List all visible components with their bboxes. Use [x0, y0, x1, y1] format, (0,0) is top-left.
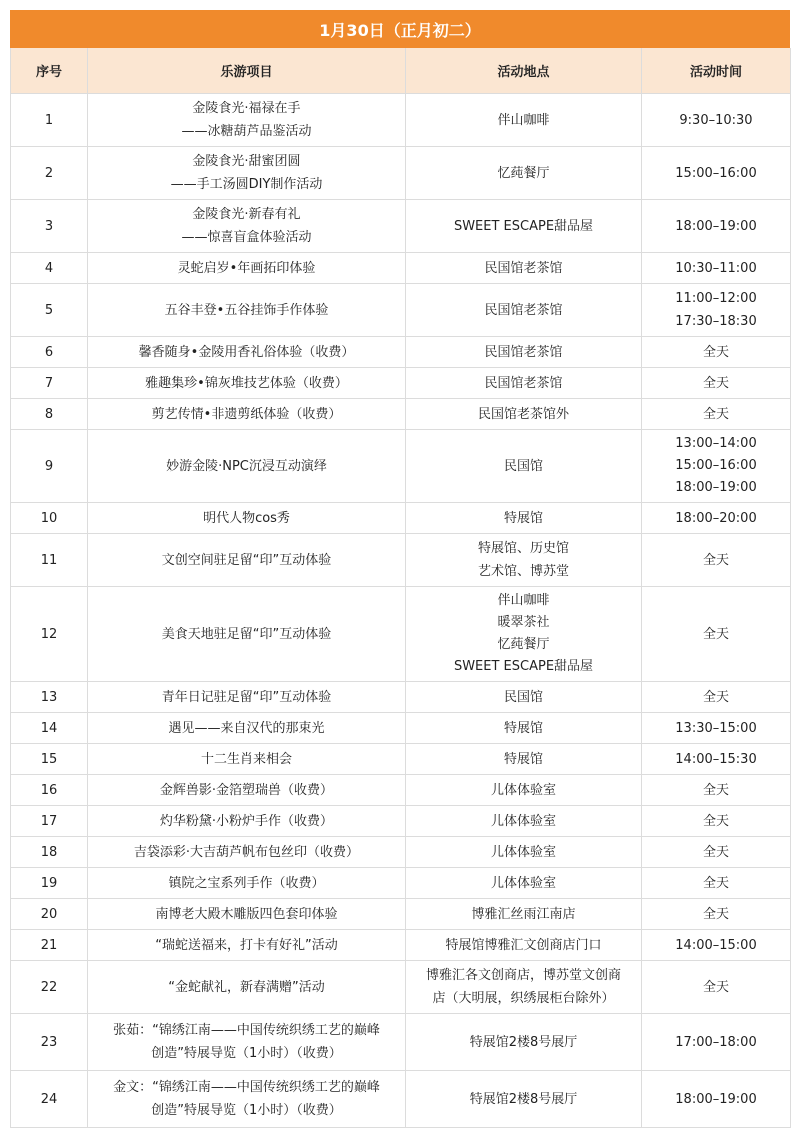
cell-place-line: 忆莼餐厅 [497, 637, 550, 652]
cell-time-line: 13:00–14:00 [675, 436, 757, 451]
cell-project [88, 961, 406, 1014]
cell-no: 22 [11, 961, 88, 1014]
table-row [11, 713, 791, 744]
cell-time-line: 全天 [702, 844, 729, 860]
cell-no: 14 [11, 713, 88, 744]
cell-time-line: 全天 [702, 626, 729, 642]
cell-time [642, 534, 791, 587]
cell-no: 17 [11, 806, 88, 837]
cell-no: 15 [11, 744, 88, 775]
cell-time [642, 713, 791, 744]
cell-no: 24 [11, 1071, 88, 1128]
cell-place [406, 899, 642, 930]
cell-project-line: 明代人物cos秀 [203, 510, 290, 526]
cell-time [642, 682, 791, 713]
cell-time-line: 18:00–19:00 [675, 1091, 757, 1107]
table-row [11, 899, 791, 930]
cell-no: 8 [11, 399, 88, 430]
cell-no: 13 [11, 682, 88, 713]
cell-project [88, 899, 406, 930]
cell-project-line: 文创空间驻足留“印”互动体验 [161, 552, 332, 568]
cell-time [642, 744, 791, 775]
table-row [11, 806, 791, 837]
cell-project-line: 剪艺传情•非遗剪纸体验（收费） [151, 406, 342, 422]
cell-project [88, 713, 406, 744]
cell-place [406, 1071, 642, 1128]
cell-time [642, 94, 791, 147]
table-row [11, 200, 791, 253]
cell-no: 18 [11, 837, 88, 868]
cell-place [406, 713, 642, 744]
cell-place-line: 艺术馆、博苏堂 [477, 564, 569, 579]
header-project: 乐游项目 [88, 48, 406, 94]
cell-project [88, 430, 406, 503]
cell-project [88, 534, 406, 587]
cell-place-line: 特展馆2楼8号展厅 [469, 1091, 578, 1107]
cell-place-line: 民国馆老茶馆 [484, 302, 563, 318]
cell-time [642, 1014, 791, 1071]
cell-no: 23 [11, 1014, 88, 1071]
header-time: 活动时间 [642, 48, 791, 94]
cell-project [88, 503, 406, 534]
cell-place [406, 200, 642, 253]
cell-place [406, 806, 642, 837]
cell-place [406, 868, 642, 899]
cell-place-line: 店（大明展，织绣展柜台除外） [432, 991, 615, 1006]
table-row [11, 587, 791, 682]
schedule-container [10, 10, 790, 1128]
table-row [11, 868, 791, 899]
cell-place [406, 337, 642, 368]
cell-place [406, 399, 642, 430]
cell-place-line: 特展馆 [503, 751, 543, 767]
cell-time-line: 全天 [702, 979, 729, 995]
cell-time-line: 全天 [702, 344, 729, 360]
cell-time [642, 368, 791, 399]
cell-project-line: 灵蛇启岁•年画拓印体验 [177, 260, 316, 276]
cell-project [88, 253, 406, 284]
table-row [11, 1071, 791, 1128]
cell-place [406, 430, 642, 503]
cell-no: 19 [11, 868, 88, 899]
schedule-title: 1月30日（正月初二） [10, 10, 790, 48]
cell-place-line: SWEET ESCAPE甜品屋 [453, 218, 594, 234]
cell-time-line: 18:00–19:00 [675, 480, 757, 495]
cell-time-line: 14:00–15:30 [675, 751, 757, 767]
cell-place [406, 961, 642, 1014]
cell-time [642, 587, 791, 682]
schedule-table [10, 48, 791, 1128]
cell-time [642, 503, 791, 534]
cell-time-line: 18:00–19:00 [675, 218, 757, 234]
cell-time-line: 全天 [702, 406, 729, 422]
cell-place [406, 682, 642, 713]
cell-place-line: 民国馆 [503, 458, 543, 474]
cell-project-line: 吉袋添彩·大吉葫芦帆布包丝印（收费） [133, 844, 360, 860]
cell-project-line: 遇见——来自汉代的那束光 [168, 720, 325, 736]
cell-no: 5 [11, 284, 88, 337]
cell-project-line: 创造”特展导览（1小时）（收费） [151, 1103, 342, 1118]
cell-place [406, 930, 642, 961]
cell-project-line: 金辉兽影·金箔塑瑞兽（收费） [159, 782, 334, 798]
cell-no: 3 [11, 200, 88, 253]
cell-time [642, 337, 791, 368]
cell-project-line: ——惊喜盲盒体验活动 [181, 230, 312, 245]
cell-time-line: 14:00–15:00 [675, 937, 757, 953]
cell-place-line: 博雅汇丝雨江南店 [471, 906, 576, 922]
cell-time-line: 17:30–18:30 [675, 314, 757, 329]
cell-time-line: 全天 [702, 782, 729, 798]
cell-time-line: 全天 [702, 689, 729, 705]
table-row [11, 253, 791, 284]
cell-project-line: “金蛇献礼，新春满赠”活动 [168, 979, 325, 995]
cell-project-line: 妙游金陵·NPC沉浸互动演绎 [166, 458, 327, 474]
cell-project [88, 94, 406, 147]
cell-place-line: 民国馆 [503, 689, 543, 705]
cell-project [88, 1014, 406, 1071]
table-row [11, 961, 791, 1014]
cell-place-line: 儿体体验室 [490, 782, 556, 798]
cell-project-line: 青年日记驻足留“印”互动体验 [161, 689, 332, 705]
cell-place [406, 1014, 642, 1071]
table-row [11, 534, 791, 587]
cell-time [642, 961, 791, 1014]
cell-project-line: 金文：“锦绣江南——中国传统织绣工艺的巅峰 [113, 1080, 380, 1095]
table-row [11, 337, 791, 368]
cell-place [406, 503, 642, 534]
cell-place [406, 775, 642, 806]
cell-project-line: 五谷丰登•五谷挂饰手作体验 [164, 302, 329, 318]
cell-place-line: 伴山咖啡 [497, 593, 550, 608]
table-row [11, 930, 791, 961]
cell-no: 12 [11, 587, 88, 682]
cell-project [88, 837, 406, 868]
cell-place-line: 特展馆2楼8号展厅 [469, 1034, 578, 1050]
cell-time-line: 全天 [702, 906, 729, 922]
cell-place-line: 忆莼餐厅 [497, 165, 550, 181]
cell-project-line: 张茹：“锦绣江南——中国传统织绣工艺的巅峰 [113, 1023, 380, 1038]
cell-time [642, 284, 791, 337]
cell-project [88, 200, 406, 253]
cell-place-line: 暖翠茶社 [497, 615, 550, 630]
table-row [11, 503, 791, 534]
cell-project-line: 金陵食光·甜蜜团圆 [192, 154, 301, 169]
cell-time-line: 全天 [702, 813, 729, 829]
cell-project-line: “瑞蛇送福来，打卡有好礼”活动 [155, 937, 338, 953]
cell-place-line: 特展馆 [503, 720, 543, 736]
cell-place-line: 儿体体验室 [490, 813, 556, 829]
table-row [11, 1014, 791, 1071]
cell-time [642, 930, 791, 961]
header-place: 活动地点 [406, 48, 642, 94]
cell-time [642, 775, 791, 806]
cell-time [642, 200, 791, 253]
cell-project-line: 十二生肖来相会 [200, 751, 292, 767]
cell-time-line: 15:00–16:00 [675, 458, 757, 473]
cell-project [88, 368, 406, 399]
cell-no: 11 [11, 534, 88, 587]
cell-time [642, 253, 791, 284]
cell-place [406, 284, 642, 337]
cell-place [406, 253, 642, 284]
cell-time [642, 837, 791, 868]
cell-time [642, 868, 791, 899]
cell-time-line: 17:00–18:00 [675, 1034, 757, 1050]
cell-place-line: 民国馆老茶馆外 [477, 406, 569, 422]
cell-project-line: 灼华粉黛·小粉炉手作（收费） [159, 813, 334, 829]
cell-place [406, 837, 642, 868]
cell-place [406, 147, 642, 200]
table-row [11, 399, 791, 430]
cell-project [88, 806, 406, 837]
table-row [11, 430, 791, 503]
cell-time [642, 399, 791, 430]
cell-time-line: 全天 [702, 875, 729, 891]
cell-no: 9 [11, 430, 88, 503]
table-row [11, 94, 791, 147]
cell-time-line: 18:00–20:00 [675, 510, 757, 526]
table-row [11, 284, 791, 337]
cell-time-line: 9:30–10:30 [679, 112, 753, 128]
cell-project [88, 775, 406, 806]
cell-no: 7 [11, 368, 88, 399]
cell-project-line: ——冰糖葫芦品鉴活动 [181, 124, 312, 139]
cell-place-line: 特展馆、历史馆 [477, 541, 569, 556]
cell-project [88, 284, 406, 337]
cell-project-line: ——手工汤圆DIY制作活动 [170, 177, 323, 192]
table-row [11, 744, 791, 775]
cell-no: 21 [11, 930, 88, 961]
cell-time-line: 10:30–11:00 [675, 260, 757, 276]
cell-time-line: 全天 [702, 552, 729, 568]
cell-time-line: 11:00–12:00 [675, 291, 757, 306]
cell-project-line: 馨香随身•金陵用香礼俗体验（收费） [138, 344, 355, 360]
cell-place-line: 博雅汇各文创商店，博苏堂文创商 [425, 968, 621, 983]
cell-no: 1 [11, 94, 88, 147]
cell-time [642, 430, 791, 503]
cell-time [642, 806, 791, 837]
cell-place-line: 儿体体验室 [490, 844, 556, 860]
cell-project [88, 147, 406, 200]
cell-time-line: 15:00–16:00 [675, 165, 757, 181]
table-row [11, 147, 791, 200]
cell-place [406, 94, 642, 147]
cell-time [642, 1071, 791, 1128]
cell-time [642, 147, 791, 200]
cell-place-line: SWEET ESCAPE甜品屋 [453, 659, 594, 674]
cell-project [88, 1071, 406, 1128]
cell-place [406, 587, 642, 682]
cell-project-line: 创造”特展导览（1小时）（收费） [151, 1046, 342, 1061]
table-row [11, 837, 791, 868]
cell-place-line: 特展馆 [503, 510, 543, 526]
cell-project [88, 399, 406, 430]
cell-time [642, 899, 791, 930]
cell-project [88, 868, 406, 899]
cell-place-line: 民国馆老茶馆 [484, 260, 563, 276]
cell-place [406, 534, 642, 587]
cell-project [88, 337, 406, 368]
cell-time-line: 全天 [702, 375, 729, 391]
cell-time-line: 13:30–15:00 [675, 720, 757, 736]
cell-project-line: 美食天地驻足留“印”互动体验 [161, 626, 332, 642]
cell-no: 4 [11, 253, 88, 284]
table-header-row [11, 48, 791, 94]
cell-no: 10 [11, 503, 88, 534]
header-no: 序号 [11, 48, 88, 94]
cell-place-line: 特展馆博雅汇文创商店门口 [445, 937, 602, 953]
table-row [11, 368, 791, 399]
cell-project-line: 雅趣集珍•锦灰堆技艺体验（收费） [145, 375, 348, 391]
cell-project [88, 930, 406, 961]
cell-project [88, 744, 406, 775]
cell-place-line: 儿体体验室 [490, 875, 556, 891]
cell-no: 2 [11, 147, 88, 200]
cell-project-line: 镇院之宝系列手作（收费） [168, 875, 325, 891]
table-row [11, 775, 791, 806]
cell-no: 20 [11, 899, 88, 930]
cell-place-line: 民国馆老茶馆 [484, 344, 563, 360]
cell-place [406, 368, 642, 399]
cell-project-line: 金陵食光·福禄在手 [192, 101, 301, 116]
cell-no: 16 [11, 775, 88, 806]
cell-project [88, 682, 406, 713]
cell-no: 6 [11, 337, 88, 368]
cell-place-line: 民国馆老茶馆 [484, 375, 563, 391]
table-row [11, 682, 791, 713]
cell-project-line: 金陵食光·新春有礼 [192, 207, 301, 222]
cell-place-line: 伴山咖啡 [497, 112, 550, 128]
cell-project-line: 南博老大殿木雕版四色套印体验 [155, 906, 338, 922]
cell-place [406, 744, 642, 775]
cell-project [88, 587, 406, 682]
